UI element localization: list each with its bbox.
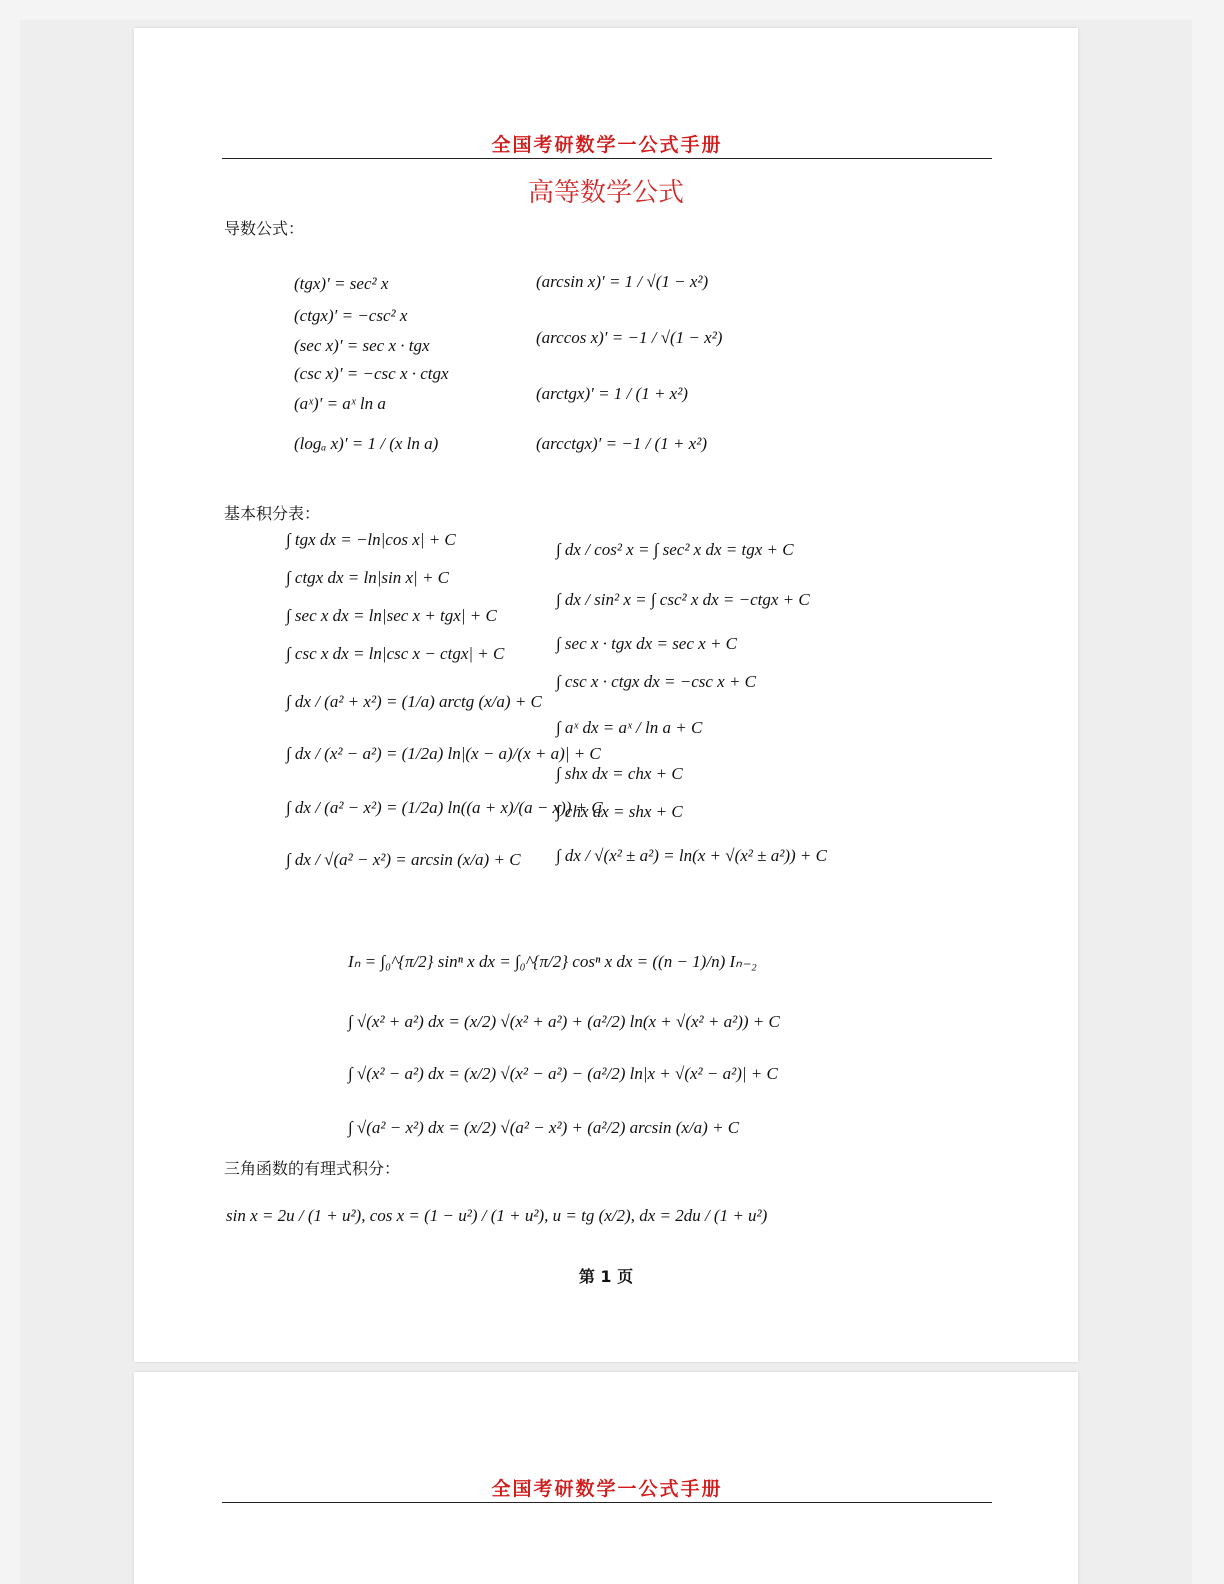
page-2: [134, 1372, 1078, 1584]
header-rule: [222, 158, 992, 159]
running-header: 全国考研数学一公式手册: [491, 134, 723, 156]
formula-deriv-left: (ctgx)′ = −csc² x: [294, 306, 408, 325]
formula-deriv-right: (arcctgx)′ = −1 / (1 + x²): [536, 434, 707, 453]
formula-integral-left: ∫ csc x dx = ln|csc x − ctgx| + C: [286, 644, 505, 663]
formula-deriv-left: (tgx)′ = sec² x: [294, 274, 389, 293]
formula-integral-right: ∫ dx / √(x² ± a²) = ln(x + √(x² ± a²)) + C: [556, 846, 827, 865]
formula-deriv-left: (logₐ x)′ = 1 / (x ln a): [294, 434, 439, 453]
formula-integral-right: ∫ chx dx = shx + C: [556, 802, 683, 821]
formula-deriv-right: (arccos x)′ = −1 / √(1 − x²): [536, 328, 723, 347]
document-viewer[interactable]: [20, 20, 1192, 1584]
section-title-integrals: 基本积分表：: [224, 504, 321, 523]
formula-integral-left: ∫ dx / √(a² − x²) = arcsin (x/a) + C: [286, 850, 521, 869]
formula-integral-block: ∫ √(x² + a²) dx = (x/2) √(x² + a²) + (a²/2) ln(x + √(x² + a²)) + C: [348, 1012, 780, 1031]
section-title-derivatives: 导数公式：: [224, 219, 305, 238]
formula-deriv-right: (arcsin x)′ = 1 / √(1 − x²): [536, 272, 709, 291]
formula-integral-right: ∫ csc x · ctgx dx = −csc x + C: [556, 672, 757, 691]
formula-deriv-left: (aˣ)′ = aˣ ln a: [294, 394, 386, 413]
formula-integral-right: ∫ dx / cos² x = ∫ sec² x dx = tgx + C: [556, 540, 794, 559]
page-1: [134, 28, 1078, 1362]
formula-integral-right: ∫ aˣ dx = aˣ / ln a + C: [556, 718, 703, 737]
document-title: 高等数学公式: [527, 178, 684, 208]
running-header: 全国考研数学一公式手册: [491, 1478, 723, 1500]
formula-integral-left: ∫ tgx dx = −ln|cos x| + C: [286, 530, 456, 549]
formula-integral-left: ∫ dx / (x² − a²) = (1/2a) ln|(x − a)/(x + a)| + C: [286, 744, 601, 763]
formula-trig-substitution: sin x = 2u / (1 + u²), cos x = (1 − u²) / (1 + u²), u = tg (x/2), dx = 2du / (1 + u²): [226, 1206, 768, 1225]
formula-integral-block: Iₙ = ∫₀^{π/2} sinⁿ x dx = ∫₀^{π/2} cosⁿ x dx = ((n − 1)/n) Iₙ₋₂: [348, 952, 757, 971]
formula-deriv-left: (sec x)′ = sec x · tgx: [294, 336, 430, 355]
formula-deriv-right: (arctgx)′ = 1 / (1 + x²): [536, 384, 688, 403]
formula-deriv-left: (csc x)′ = −csc x · ctgx: [294, 364, 449, 383]
formula-integral-left: ∫ ctgx dx = ln|sin x| + C: [286, 568, 450, 587]
formula-integral-left: ∫ sec x dx = ln|sec x + tgx| + C: [286, 606, 497, 625]
section-title-trig-rational: 三角函数的有理式积分：: [224, 1159, 401, 1178]
formula-integral-right: ∫ sec x · tgx dx = sec x + C: [556, 634, 738, 653]
formula-integral-right: ∫ dx / sin² x = ∫ csc² x dx = −ctgx + C: [556, 590, 810, 609]
formula-integral-left: ∫ dx / (a² − x²) = (1/2a) ln((a + x)/(a − x)) + C: [286, 798, 603, 817]
formula-integral-right: ∫ shx dx = chx + C: [556, 764, 683, 783]
formula-integral-block: ∫ √(x² − a²) dx = (x/2) √(x² − a²) − (a²/2) ln|x + √(x² − a²)| + C: [348, 1064, 778, 1083]
formula-integral-block: ∫ √(a² − x²) dx = (x/2) √(a² − x²) + (a²/2) arcsin (x/a) + C: [348, 1118, 740, 1137]
page-number: 第 1 页: [578, 1267, 634, 1286]
formula-integral-left: ∫ dx / (a² + x²) = (1/a) arctg (x/a) + C: [286, 692, 542, 711]
header-rule: [222, 1502, 992, 1503]
